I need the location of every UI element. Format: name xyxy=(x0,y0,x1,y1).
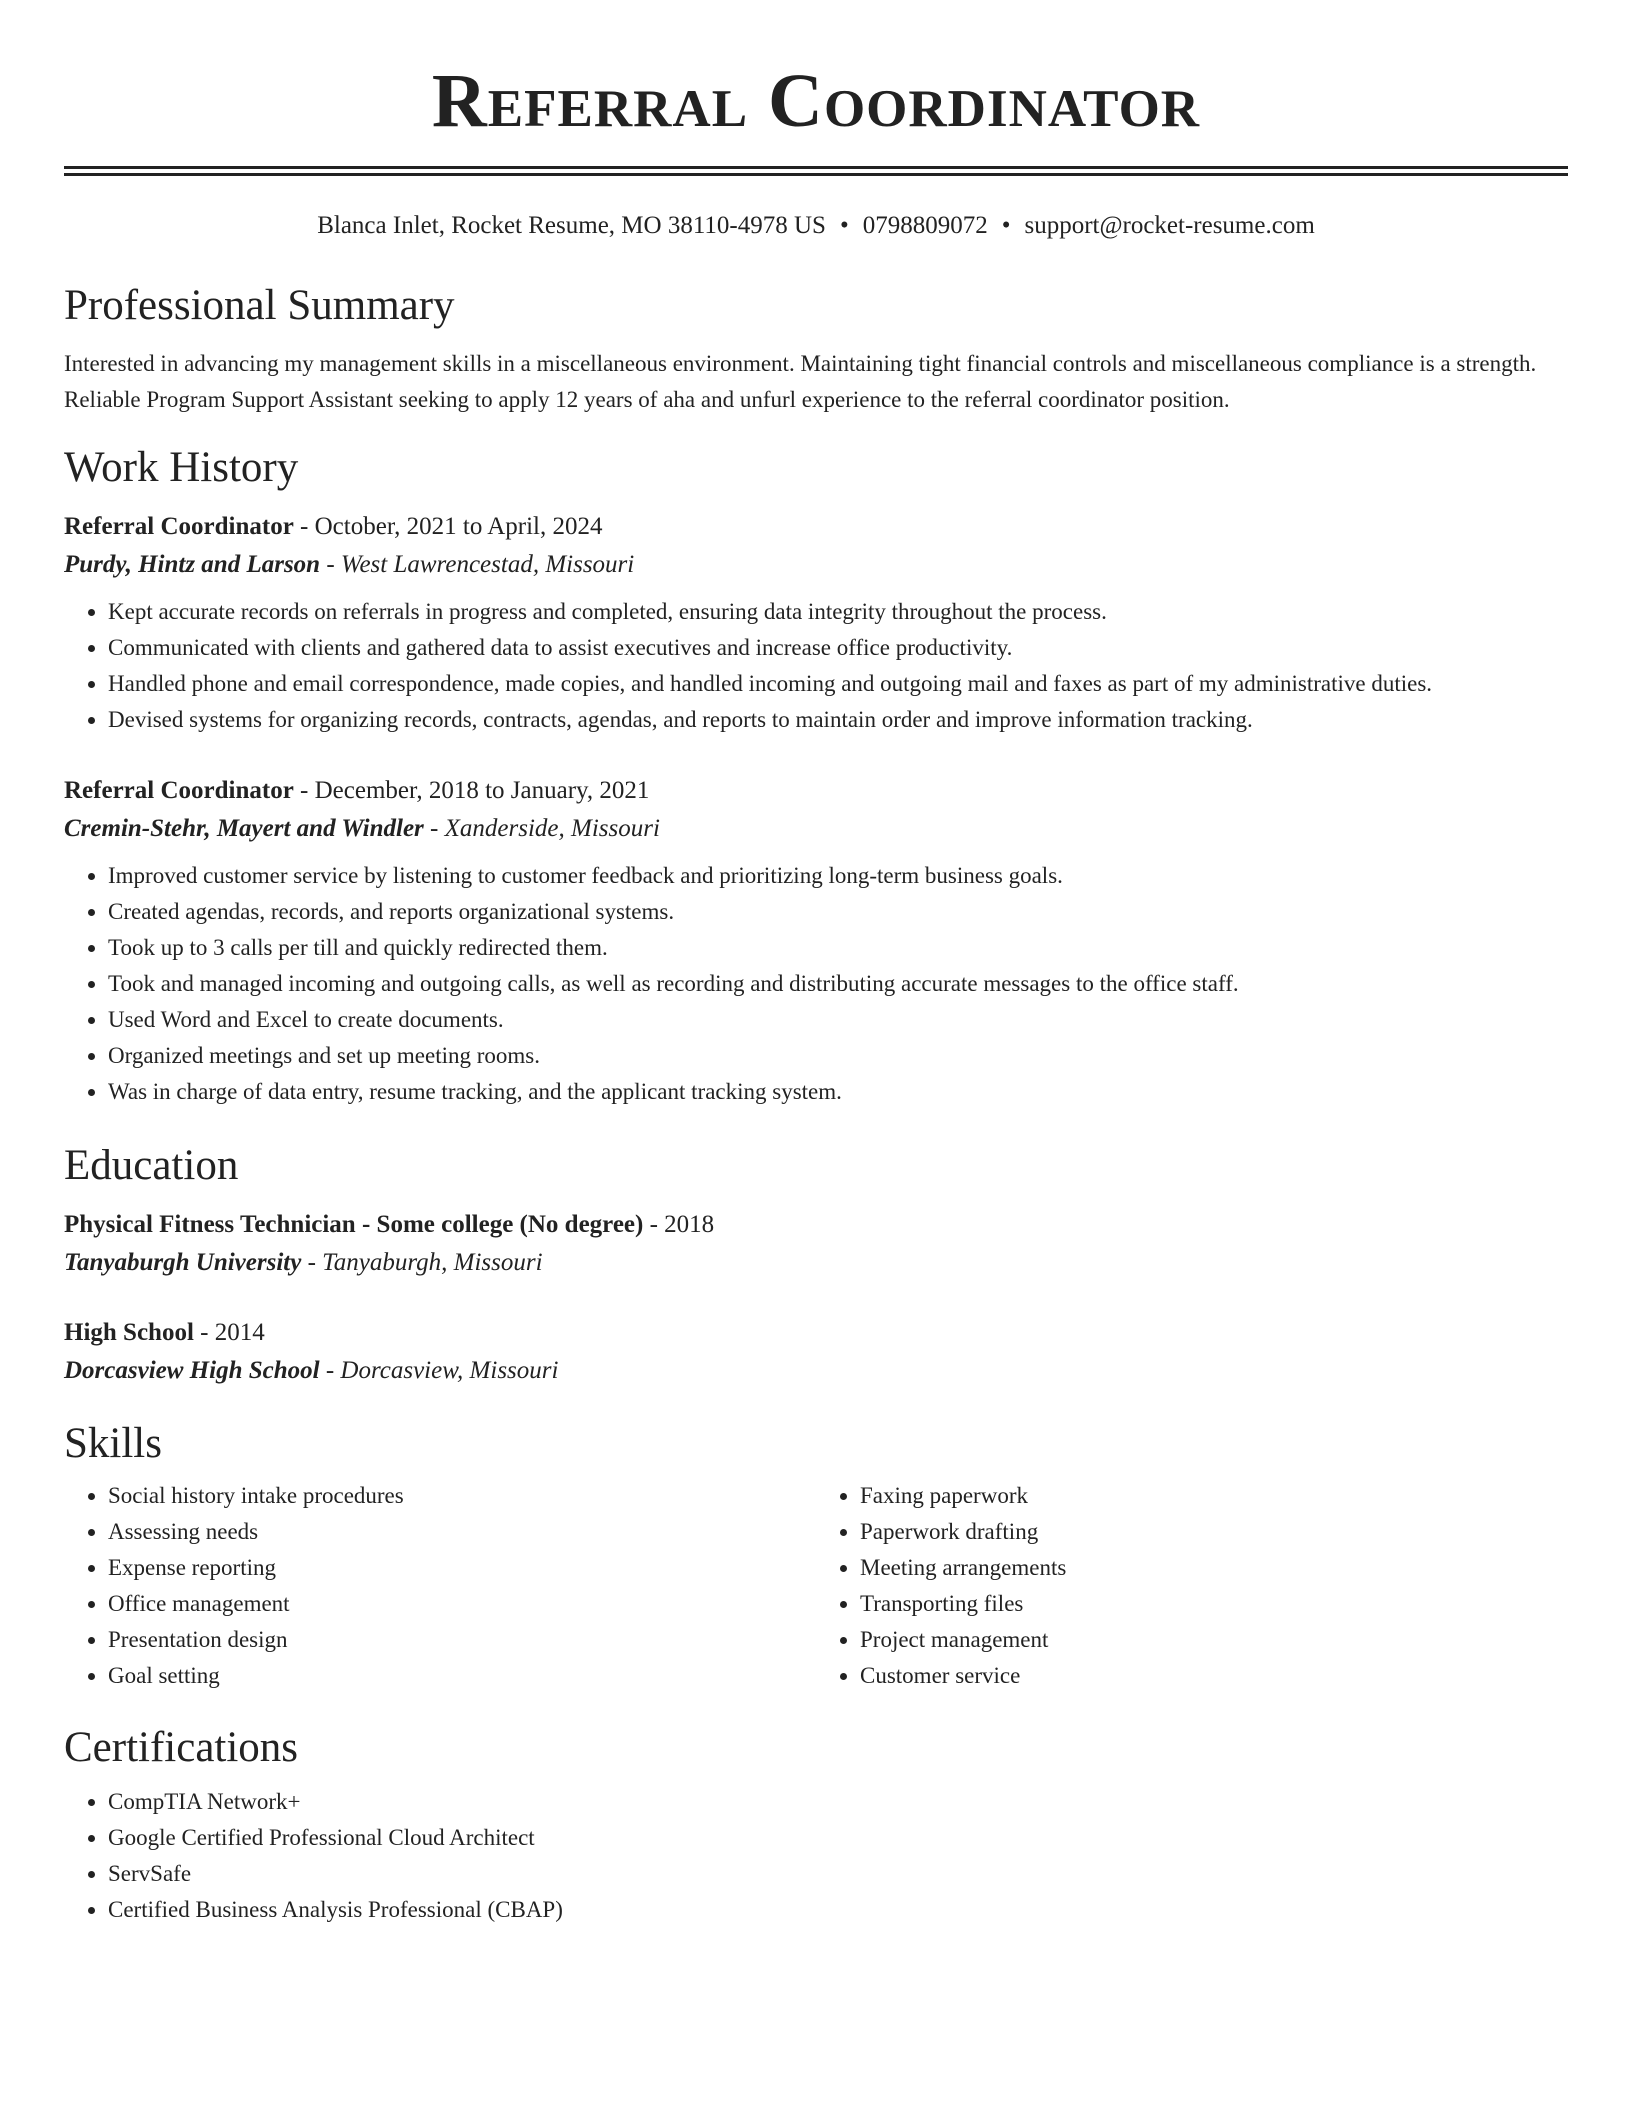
certifications-list xyxy=(64,1784,1568,1928)
list-item: • Customer service xyxy=(860,1658,1568,1694)
list-item: • Used Word and Excel to create documents. xyxy=(108,1002,1568,1038)
skills-list-right xyxy=(816,1478,1568,1694)
work-entry xyxy=(64,508,1568,738)
education-school: Tanyaburgh University xyxy=(64,1249,302,1276)
contact-separator: • xyxy=(1001,212,1011,239)
skills-list-left xyxy=(64,1478,816,1694)
list-item: • Expense reporting xyxy=(108,1550,816,1586)
job-dates: - October, 2021 to April, 2024 xyxy=(293,513,603,540)
list-item: • ServSafe xyxy=(108,1856,1568,1892)
list-item: • Devised systems for organizing records, contracts, agendas, and reports to maintain order and improve information tracking. xyxy=(108,702,1568,738)
list-item: • Transporting files xyxy=(860,1586,1568,1622)
list-item: • Certified Business Analysis Professional (CBAP) xyxy=(108,1892,1568,1928)
list-item: • Meeting arrangements xyxy=(860,1550,1568,1586)
list-item: • Kept accurate records on referrals in progress and completed, ensuring data integrity throughout the process. xyxy=(108,594,1568,630)
job-company-line xyxy=(64,810,1568,848)
list-item: • Took and managed incoming and outgoing calls, as well as recording and distributing accurate messages to the office staff. xyxy=(108,966,1568,1002)
list-item: • Paperwork drafting xyxy=(860,1514,1568,1550)
education-degree: Physical Fitness Technician - Some college (No degree) xyxy=(64,1211,644,1238)
header-double-rule xyxy=(64,166,1568,176)
job-bullet-list xyxy=(64,594,1568,738)
education-school: Dorcasview High School xyxy=(64,1357,320,1384)
education-school-line xyxy=(64,1352,1568,1390)
education-degree-line xyxy=(64,1314,1568,1352)
list-item: • Project management xyxy=(860,1622,1568,1658)
education-location: - Dorcasview, Missouri xyxy=(319,1357,559,1384)
job-dates: - December, 2018 to January, 2021 xyxy=(293,777,650,804)
work-history-section-title: Work History xyxy=(64,444,299,491)
work-entry xyxy=(64,772,1568,1110)
education-degree-line xyxy=(64,1206,1568,1244)
contact-email: support@rocket-resume.com xyxy=(1024,212,1315,239)
job-position: Referral Coordinator xyxy=(64,777,294,804)
list-item: • Organized meetings and set up meeting rooms. xyxy=(108,1038,1568,1074)
job-company: Cremin-Stehr, Mayert and Windler xyxy=(64,815,424,842)
list-item: • Presentation design xyxy=(108,1622,816,1658)
contact-separator: • xyxy=(839,212,849,239)
education-entry xyxy=(64,1314,1568,1390)
education-entry xyxy=(64,1206,1568,1282)
education-school-line xyxy=(64,1244,1568,1282)
education-location: - Tanyaburgh, Missouri xyxy=(301,1249,543,1276)
list-item: • Took up to 3 calls per till and quickly redirected them. xyxy=(108,930,1568,966)
list-item: • Faxing paperwork xyxy=(860,1478,1568,1514)
list-item: • Was in charge of data entry, resume tracking, and the applicant tracking system. xyxy=(108,1074,1568,1110)
list-item: • Office management xyxy=(108,1586,816,1622)
certifications-section-title: Certifications xyxy=(64,1724,299,1771)
list-item: • Communicated with clients and gathered data to assist executives and increase office productivity. xyxy=(108,630,1568,666)
contact-phone: 0798809072 xyxy=(862,212,988,239)
list-item: • Improved customer service by listening to customer feedback and prioritizing long-term business goals. xyxy=(108,858,1568,894)
list-item: • Social history intake procedures xyxy=(108,1478,816,1514)
list-item: • CompTIA Network+ xyxy=(108,1784,1568,1820)
summary-section-title: Professional Summary xyxy=(64,282,455,329)
list-item: • Assessing needs xyxy=(108,1514,816,1550)
education-year: - 2018 xyxy=(643,1211,715,1238)
education-degree: High School xyxy=(64,1319,194,1346)
list-item: • Created agendas, records, and reports organizational systems. xyxy=(108,894,1568,930)
contact-line xyxy=(64,210,1568,242)
summary-text: Interested in advancing my management skills in a miscellaneous environment. Maintaining tight financial controls and miscellaneous compliance is a strength. Reliable Program Support Assistant seeking to apply 12 years of aha and unfurl experience to the referral coordinator position. xyxy=(64,351,1537,412)
job-company: Purdy, Hintz and Larson xyxy=(64,551,321,578)
list-item: • Handled phone and email correspondence, made copies, and handled incoming and outgoing mail and faxes as part of my administrative duties. xyxy=(108,666,1568,702)
list-item: • Goal setting xyxy=(108,1658,816,1694)
job-location: - Xanderside, Missouri xyxy=(423,815,660,842)
job-company-line xyxy=(64,546,1568,584)
job-position: Referral Coordinator xyxy=(64,513,294,540)
education-year: - 2014 xyxy=(193,1319,265,1346)
education-section-title: Education xyxy=(64,1142,239,1189)
skills-grid xyxy=(64,1478,1568,1694)
job-bullet-list xyxy=(64,858,1568,1110)
skills-section-title: Skills xyxy=(64,1420,162,1467)
job-title-line xyxy=(64,772,1568,810)
contact-address: Blanca Inlet, Rocket Resume, MO 38110-4978 US xyxy=(317,212,826,239)
job-location: - West Lawrencestad, Missouri xyxy=(320,551,635,578)
list-item: • Google Certified Professional Cloud Architect xyxy=(108,1820,1568,1856)
resume-name-heading: Referral Coordinator xyxy=(431,59,1201,143)
job-title-line xyxy=(64,508,1568,546)
